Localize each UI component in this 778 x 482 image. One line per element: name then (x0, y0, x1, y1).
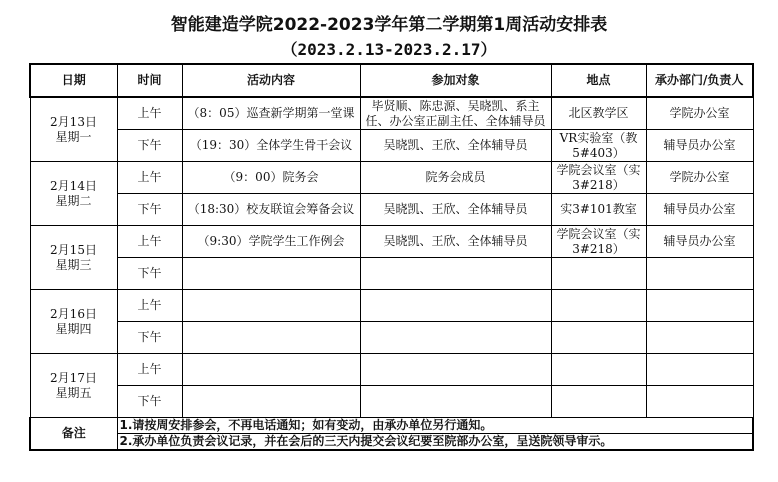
time-cell: 上午 (117, 162, 182, 194)
header-date: 日期 (30, 64, 117, 97)
organizer-cell (646, 258, 753, 290)
notes-row (30, 434, 753, 451)
location-cell (551, 386, 646, 418)
document-title: 智能建造学院2022-2023学年第二学期第1周活动安排表 (170, 15, 608, 35)
day-cell (30, 97, 117, 162)
participants-cell: 吴晓凯、王欣、全体辅导员 (360, 194, 551, 226)
time-cell: 下午 (117, 386, 182, 418)
note-line-1: 1.请按周安排参会，不再电话通知；如有变动，由承办单位另行通知。 (117, 418, 753, 434)
day-date: 2月15日 (50, 242, 97, 257)
organizer-cell: 辅导员办公室 (646, 194, 753, 226)
schedule-table (29, 63, 754, 451)
participants-cell (360, 354, 551, 386)
time-cell: 上午 (117, 226, 182, 258)
organizer-cell (646, 322, 753, 354)
day-date: 2月13日 (50, 114, 97, 129)
participants-cell: 毕贤顺、陈忠源、吴晓凯、系主任、办公室正副主任、全体辅导员 (360, 97, 551, 130)
time-cell: 上午 (117, 290, 182, 322)
participants-cell: 吴晓凯、王欣、全体辅导员 (360, 226, 551, 258)
header-row (30, 64, 753, 97)
day-weekday: 星期二 (55, 193, 92, 208)
note-line-2: 2.承办单位负责会议记录，并在会后的三天内提交会议纪要至院部办公室，呈送院领导审示。 (117, 434, 753, 451)
location-cell (551, 258, 646, 290)
day-date: 2月16日 (50, 306, 97, 321)
content-cell (182, 386, 360, 418)
time-cell: 上午 (117, 97, 182, 130)
participants-cell (360, 322, 551, 354)
table-row (30, 97, 753, 130)
organizer-cell: 学院办公室 (646, 162, 753, 194)
time-cell: 下午 (117, 130, 182, 162)
day-cell (30, 162, 117, 226)
day-cell (30, 226, 117, 290)
day-date: 2月17日 (50, 370, 97, 385)
content-cell (182, 354, 360, 386)
content-cell: （19：30）全体学生骨干会议 (182, 130, 360, 162)
day-date: 2月14日 (50, 178, 97, 193)
location-cell: 实3#101教室 (551, 194, 646, 226)
content-cell (182, 290, 360, 322)
time-cell: 下午 (117, 194, 182, 226)
table-row (30, 290, 753, 322)
organizer-cell: 学院办公室 (646, 97, 753, 130)
header-participants: 参加对象 (360, 64, 551, 97)
day-cell (30, 290, 117, 354)
table-row (30, 258, 753, 290)
day-weekday: 星期三 (55, 257, 92, 272)
time-cell: 上午 (117, 354, 182, 386)
table-row (30, 194, 753, 226)
table-row (30, 162, 753, 194)
content-cell (182, 322, 360, 354)
location-cell (551, 322, 646, 354)
header-location: 地点 (551, 64, 646, 97)
notes-label: 备注 (30, 418, 117, 451)
location-cell (551, 290, 646, 322)
participants-cell (360, 290, 551, 322)
organizer-cell: 辅导员办公室 (646, 130, 753, 162)
location-cell: 学院会议室（实3#218） (551, 162, 646, 194)
participants-cell (360, 258, 551, 290)
content-cell: （9：00）院务会 (182, 162, 360, 194)
header-organizer: 承办部门/负责人 (646, 64, 753, 97)
day-weekday: 星期五 (55, 385, 92, 400)
day-weekday: 星期四 (55, 321, 92, 336)
organizer-cell (646, 386, 753, 418)
notes-row (30, 418, 753, 434)
location-cell: 学院会议室（实3#218） (551, 226, 646, 258)
day-cell (30, 354, 117, 418)
participants-cell (360, 386, 551, 418)
content-cell: （8：05）巡查新学期第一堂课 (182, 97, 360, 130)
content-cell: （18:30）校友联谊会筹备会议 (182, 194, 360, 226)
table-row (30, 130, 753, 162)
table-row (30, 322, 753, 354)
header-time: 时间 (117, 64, 182, 97)
location-cell (551, 354, 646, 386)
organizer-cell: 辅导员办公室 (646, 226, 753, 258)
participants-cell: 吴晓凯、王欣、全体辅导员 (360, 130, 551, 162)
location-cell: 北区教学区 (551, 97, 646, 130)
participants-cell: 院务会成员 (360, 162, 551, 194)
day-weekday: 星期一 (55, 129, 92, 144)
location-cell: VR实验室（教5#403） (551, 130, 646, 162)
header-content: 活动内容 (182, 64, 360, 97)
document-subtitle: （2023.2.13-2023.2.17） (281, 40, 497, 59)
time-cell: 下午 (117, 258, 182, 290)
table-row (30, 354, 753, 386)
organizer-cell (646, 354, 753, 386)
time-cell: 下午 (117, 322, 182, 354)
table-row (30, 226, 753, 258)
content-cell (182, 258, 360, 290)
table-row (30, 386, 753, 418)
organizer-cell (646, 290, 753, 322)
content-cell: （9:30）学院学生工作例会 (182, 226, 360, 258)
